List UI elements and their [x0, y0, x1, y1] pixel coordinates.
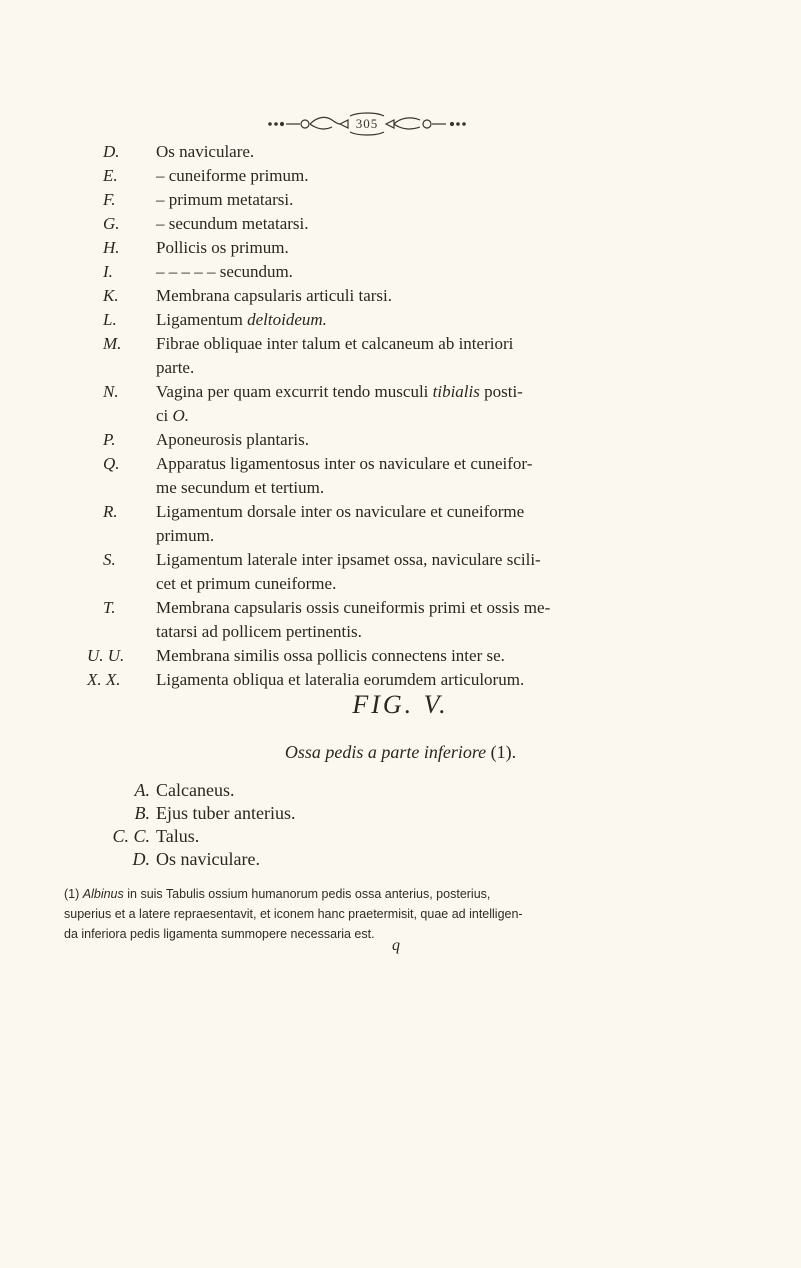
footnote-reference[interactable]: (1). [490, 742, 517, 762]
legend-key: B. [134, 803, 150, 823]
legend-key: K. [103, 286, 119, 305]
legend-key: N. [103, 382, 119, 401]
legend-desc: Membrana capsularis articuli tarsi. [156, 286, 393, 305]
legend-key: U. U. [87, 646, 125, 665]
legend-entry [103, 140, 753, 164]
legend-key: L. [103, 310, 117, 329]
legend-entry [103, 452, 753, 500]
legend-text: ci [156, 406, 173, 425]
legend-line [156, 380, 753, 404]
legend-desc: Membrana similis ossa pollicis connectens inter se. [156, 646, 505, 665]
legend-italic-term: deltoideum. [247, 310, 327, 329]
legend-desc: Calcaneus. [156, 780, 235, 800]
figure-subtitle-text: Ossa pedis a parte inferiore [284, 742, 487, 762]
legend-desc [156, 596, 753, 644]
legend-desc: Talus. [156, 826, 200, 846]
legend-key: E. [103, 166, 118, 185]
legend-line: cet et primum cuneiforme. [156, 574, 337, 593]
legend-entry [103, 428, 753, 452]
header-ornament [262, 110, 472, 138]
legend-entry [103, 260, 753, 284]
legend-key: P. [103, 430, 116, 449]
figure-legend-entry [103, 825, 603, 848]
legend-desc: Os naviculare. [156, 142, 255, 161]
figure-legend-list [103, 779, 603, 871]
legend-entry [87, 644, 753, 668]
legend-desc [156, 452, 753, 500]
legend-entry [103, 164, 753, 188]
legend-key: S. [103, 550, 116, 569]
footnote [64, 884, 744, 944]
legend-entry [103, 212, 753, 236]
legend-desc: Ejus tuber anterius. [156, 803, 296, 823]
legend-key: Q. [103, 454, 120, 473]
legend-desc: Ligamenta obliqua et lateralia eorumdem articulorum. [156, 670, 525, 689]
legend-key: I. [103, 262, 113, 281]
figure-legend-entry [103, 848, 603, 871]
legend-text: Vagina per quam excurrit tendo musculi [156, 382, 433, 401]
legend-line: parte. [156, 358, 195, 377]
legend-key: F. [103, 190, 116, 209]
legend-key: M. [103, 334, 122, 353]
legend-text: posti- [479, 382, 523, 401]
legend-entry [87, 668, 753, 692]
legend-line: primum. [156, 526, 215, 545]
legend-desc [156, 308, 753, 332]
legend-key: A. [134, 780, 150, 800]
signature-mark: q [392, 937, 400, 954]
legend-desc: Aponeurosis plantaris. [156, 430, 309, 449]
legend-entry [103, 308, 753, 332]
legend-line: tatarsi ad pollicem pertinentis. [156, 622, 362, 641]
legend-entry [103, 500, 753, 548]
figure-legend-entry [103, 802, 603, 825]
legend-desc [156, 332, 753, 380]
legend-line: Membrana capsularis ossis cuneiformis primi et ossis me- [156, 598, 551, 617]
legend-line: Ligamentum dorsale inter os naviculare et cuneiforme [156, 502, 525, 521]
legend-text: Ligamentum [156, 310, 248, 329]
legend-line: Fibrae obliquae inter talum et calcaneum ab interiori [156, 334, 514, 353]
footnote-text: in suis Tabulis ossium humanorum pedis ossa anterius, posterius, [123, 887, 491, 901]
legend-key: H. [103, 238, 120, 257]
legend-key: D. [103, 142, 120, 161]
legend-line: Apparatus ligamentosus inter os naviculare et cuneifor- [156, 454, 533, 473]
legend-key: X. X. [87, 670, 121, 689]
legend-key: R. [103, 502, 118, 521]
footnote-line: da inferiora pedis ligamenta summopere necessaria est. [64, 927, 375, 941]
footnote-line: superius et a latere repraesentavit, et iconem hanc praetermisit, quae ad intelligen- [64, 907, 523, 921]
footnote-line [64, 884, 744, 904]
legend-line: Ligamentum laterale inter ipsamet ossa, naviculare scili- [156, 550, 541, 569]
legend-desc: – secundum metatarsi. [156, 214, 309, 233]
legend-entry [103, 236, 753, 260]
legend-key: G. [103, 214, 120, 233]
legend-key: C. C. [112, 826, 150, 846]
figure-legend-entry [103, 779, 603, 802]
legend-desc [156, 380, 753, 428]
legend-line: me secundum et tertium. [156, 478, 325, 497]
legend-desc [156, 500, 753, 548]
legend-list [87, 140, 753, 692]
legend-desc: – cuneiforme primum. [156, 166, 309, 185]
legend-entry [103, 284, 753, 308]
legend-entry [103, 380, 753, 428]
legend-entry [103, 332, 753, 380]
footnote-marker: (1) [64, 887, 80, 901]
legend-key: T. [103, 598, 116, 617]
legend-desc: – – – – – secundum. [156, 262, 293, 281]
figure-title: FIG. V. [352, 690, 449, 719]
legend-desc: Os naviculare. [156, 849, 260, 869]
legend-italic-term: tibialis [432, 382, 480, 401]
page-number: 305 [355, 116, 379, 131]
figure-subtitle [0, 742, 801, 763]
legend-entry [103, 548, 753, 596]
legend-entry [103, 188, 753, 212]
legend-desc: – primum metatarsi. [156, 190, 294, 209]
legend-desc: Pollicis os primum. [156, 238, 289, 257]
legend-line [156, 404, 753, 428]
legend-entry [103, 596, 753, 644]
legend-key: D. [132, 849, 150, 869]
footnote-author: Albinus [82, 887, 124, 901]
legend-italic-term: O. [172, 406, 190, 425]
legend-desc [156, 548, 753, 596]
